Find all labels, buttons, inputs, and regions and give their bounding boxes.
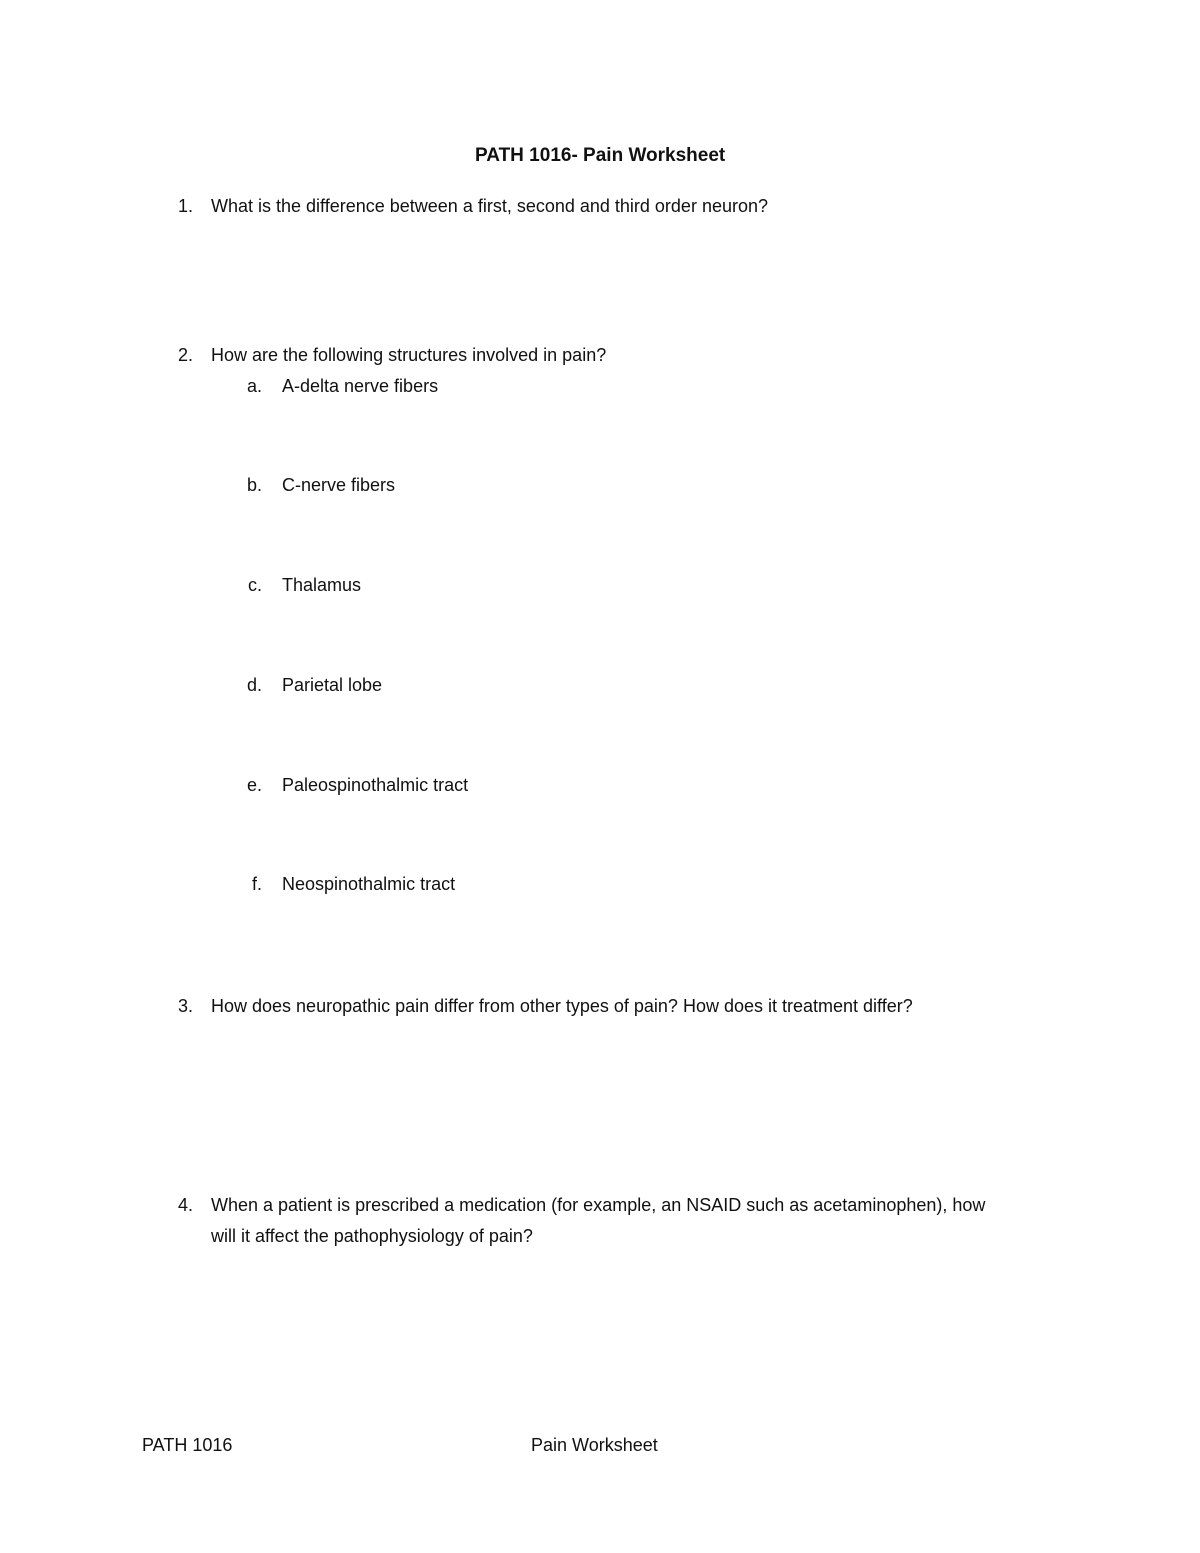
subitem-text: Paleospinothalmic tract	[282, 775, 469, 795]
page-title: PATH 1016- Pain Worksheet	[475, 145, 726, 166]
subitem-label: d.	[246, 675, 262, 695]
question-text: How are the following structures involved in pain?	[211, 345, 607, 365]
subitem-label: f.	[251, 874, 262, 894]
question-number: 2.	[177, 345, 193, 365]
subitem-text: C-nerve fibers	[282, 475, 396, 495]
subitem-label: e.	[246, 775, 262, 795]
subitem-label: b.	[246, 475, 262, 495]
question-number: 3.	[177, 996, 193, 1016]
question-text: What is the difference between a first, second and third order neuron?	[211, 196, 768, 216]
subitem-text: Thalamus	[282, 575, 362, 595]
subitem-text: A-delta nerve fibers	[282, 376, 439, 396]
footer-center: Pain Worksheet	[531, 1435, 658, 1455]
question-text-line-1: When a patient is prescribed a medication (for example, an NSAID such as acetaminophen), how	[211, 1195, 986, 1215]
subitem-text: Parietal lobe	[282, 675, 383, 695]
footer-left: PATH 1016	[142, 1435, 233, 1455]
question-number: 4.	[177, 1195, 193, 1215]
subitem-label: a.	[246, 376, 262, 396]
question-text: How does neuropathic pain differ from other types of pain? How does it treatment differ?	[211, 996, 913, 1016]
question-number: 1.	[177, 196, 193, 216]
subitem-label: c.	[247, 575, 262, 595]
question-text-line-2: will it affect the pathophysiology of pain?	[211, 1226, 533, 1246]
subitem-text: Neospinothalmic tract	[282, 874, 456, 894]
